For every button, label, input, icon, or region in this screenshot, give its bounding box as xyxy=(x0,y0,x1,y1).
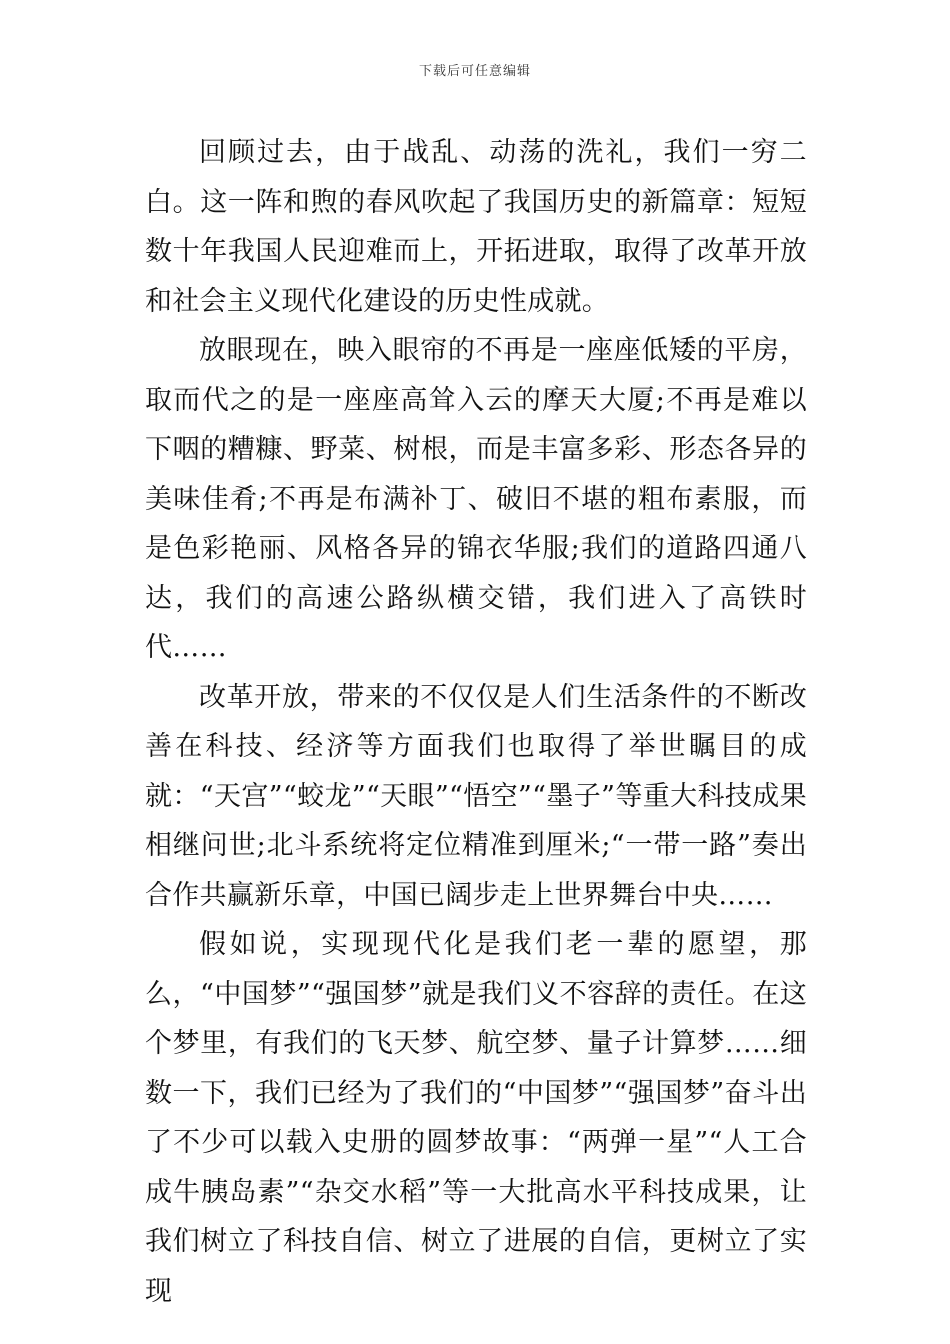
page-header: 下载后可任意编辑 xyxy=(418,64,531,79)
paragraph-3: 改革开放，带来的不仅仅是人们生活条件的不断改善在科技、经济等方面我们也取得了举世瞩目的成就：“天宫”“蛟龙”“天眼”“悟空”“墨子”等重大科技成果相继问世;北斗系统将定位精准到厘米;“一带一路”奏出合作共赢新乐章，中国已阔步走上世界舞台中央…… xyxy=(145,681,807,911)
paragraph-2: 放眼现在，映入眼帘的不再是一座座低矮的平房，取而代之的是一座座高耸入云的摩天大厦;不再是难以下咽的糟糠、野菜、树根，而是丰富多彩、形态各异的美味佳肴;不再是布满补丁、破旧不堪的粗布素服，而是色彩艳丽、风格各异的锦衣华服;我们的道路四通八达，我们的高速公路纵横交错，我们进入了高铁时代…… xyxy=(145,335,807,663)
document-body xyxy=(145,128,807,1316)
paragraph-4: 假如说，实现现代化是我们老一辈的愿望，那么，“中国梦”“强国梦”就是我们义不容辞的责任。在这个梦里，有我们的飞天梦、航空梦、量子计算梦……细数一下，我们已经为了我们的“中国梦”“强国梦”奋斗出了不少可以载入史册的圆梦故事：“两弹一星”“人工合成牛胰岛素”“杂交水稻”等一大批高水平科技成果，让我们树立了科技自信、树立了进展的自信，更树立了实现 xyxy=(145,929,807,1307)
paragraph-1: 回顾过去，由于战乱、动荡的洗礼，我们一穷二白。这一阵和煦的春风吹起了我国历史的新篇章：短短数十年我国人民迎难而上，开拓进取，取得了改革开放和社会主义现代化建设的历史性成就。 xyxy=(145,137,807,317)
